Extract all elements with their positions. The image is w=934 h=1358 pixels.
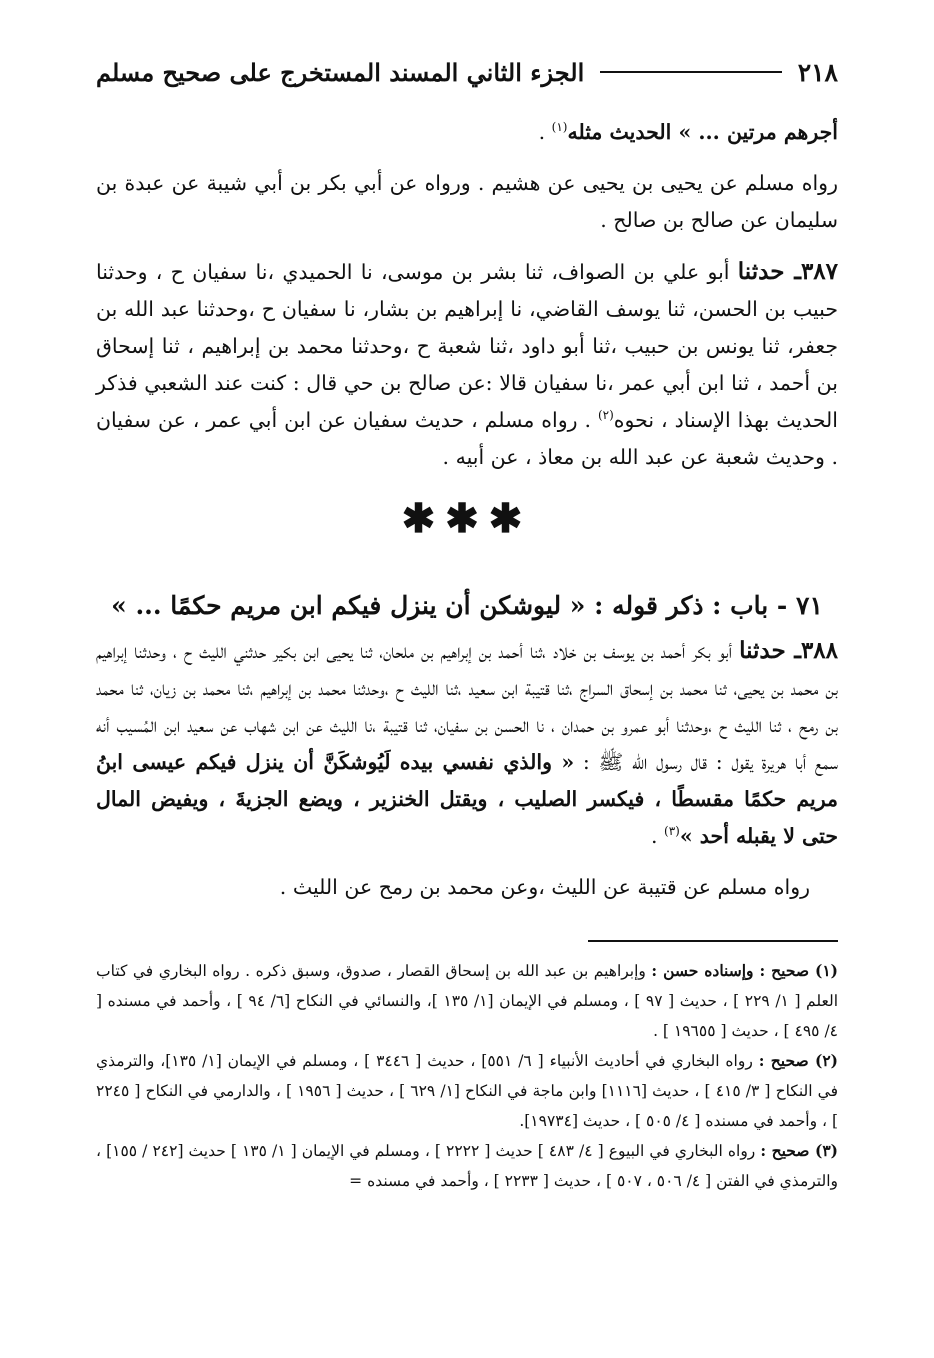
footnote-rule	[588, 940, 838, 942]
hadith-387	[96, 253, 838, 476]
hadith-388-matn: « والذي نفسي بيده لَيُوشكَنَّ أن ينزل فيكم عيسى ابنُ مريم حكمًا مقسطًا ، فيكسر الصليب ، ويقتل الخنزير ، ويضع الجزيةَ ، ويفيض المال حتى لا يقبله أحد »	[96, 750, 838, 848]
footnote-ref-3: (٣)	[664, 824, 680, 839]
footnote-2	[96, 1046, 838, 1136]
footnote-2-label: (٢) صحيح :	[758, 1051, 839, 1070]
hadith-387-number: ٣٨٧ـ حدثنا	[737, 258, 838, 285]
continuation-text: أجرهم مرتين ... » الحديث مثله	[567, 120, 838, 144]
page-number: ٢١٨	[797, 57, 838, 87]
paragraph-riwaya-388: رواه مسلم عن قتيبة عن الليث ،وعن محمد بن رمح عن الليث .	[279, 875, 810, 899]
footnote-3	[96, 1136, 838, 1196]
paragraph-continuation	[96, 114, 838, 151]
footnote-1	[96, 956, 838, 1046]
hadith-388-number: ٣٨٨ـ حدثنا	[739, 637, 838, 664]
paragraph-riwaya: رواه مسلم عن يحيى بن يحيى عن هشيم . ورواه عن أبي بكر بن أبي شيبة عن عبدة بن سليمان عن صالح بن صالح .	[96, 171, 838, 232]
page-header	[96, 52, 838, 92]
header-rule	[600, 71, 781, 73]
hadith-388-text: أبو بكر أحمد بن يوسف بن خلاد ،ثنا أحمد بن إبراهيم بن ملحان، ثنا يحيى ابن بكير حدثني الليث ح ، وحدثنا إبراهيم بن محمد بن يحيى، ثنا محمد بن إسحاق السراج ،ثنا قتيبة ابن سعيد ،ثنا الليث ح ،وحدثنا محمد بن إبراهيم ،ثنا محمد بن زيان، ثنا محمد بن رمح ، ثنا الليث ح ،وحدثنا أبو عمرو بن حمدان ، نا الحسن بن سفيان، ثنا قتيبة ،نا الليث عن ابن شهاب عن سعيد ابن المُسيب أنه سمع أبا هريرة يقول : قال رسول الله ﷺ :	[96, 639, 838, 774]
hadith-387-text: أبو علي بن الصواف، ثنا بشر بن موسى، نا الحميدي ،نا سفيان ح ، وحدثنا حبيب بن الحسن، ثنا يوسف القاضي، نا إبراهيم بن بشار، نا سفيان ح ،وحدثنا عبد الله بن جعفر، ثنا يونس بن حبيب ،ثنا أبو داود ،ثنا شعبة ح ،وحدثنا محمد بن إبراهيم ، ثنا إسحاق بن أحمد ، ثنا ابن أبي عمر ،نا سفيان قالا :عن صالح بن حي قال : كنت عند الشعبي فذكر الحديث بهذا الإسناد ، نحوه	[96, 260, 838, 432]
footnote-ref-1: (١)	[551, 120, 568, 135]
running-title: الجزء الثاني المسند المستخرج على صحيح مسلم	[96, 57, 585, 87]
hadith-388	[96, 632, 838, 855]
continuation-end: .	[538, 120, 552, 144]
hadith-388-end: .	[650, 824, 664, 848]
footnote-2-text: رواه البخاري في أحاديث الأنبياء [ ٦/ ٥٥١] ، حديث [ ٣٤٤٦ ] ، ومسلم في الإيمان [١/ ١٣٥]، والترمذي في النكاح [ ٣/ ٤١٥ ] ، حديث [١١١٦] وابن ماجة في النكاح [١/ ٦٢٩ ] ، حديث [ ١٩٥٦ ] ، والدارمي في النكاح [ ٢٢٤٥ ] ، وأحمد في مسنده [ ٤/ ٥٠٥ ] ، حديث [١٩٧٣٤].	[96, 1052, 838, 1130]
footnote-3-label: (٣) صحيح :	[760, 1141, 838, 1160]
footnote-1-label: (١) صحيح : وإسناده حسن :	[651, 961, 838, 980]
footnote-ref-2: (٢)	[597, 408, 614, 423]
footnote-3-text: رواه البخاري في البيوع [ ٤/ ٤٨٣ ] حديث [ ٢٢٢٢ ] ، ومسلم في الإيمان [ ١/ ١٣٥ ] حديث [٢٤٢ / ١٥٥] ، والترمذي في الفتن [ ٤/ ٥٠٦ ، ٥٠٧ ] ، حديث [ ٢٢٣٣ ] ، وأحمد في مسنده =	[96, 1142, 838, 1190]
section-divider-stars: ✱✱✱	[401, 495, 533, 542]
hadith-387-end: . رواه مسلم ، حديث سفيان عن ابن أبي عمر ، عن سفيان . وحديث شعبة عن عبد الله بن معاذ ، عن أبيه .	[96, 408, 838, 469]
footnotes	[96, 956, 838, 1196]
footnote-1-text: وإبراهيم بن عبد الله بن إسحاق القصار ، صدوق، وسبق ذكره . رواه البخاري في كتاب العلم [ ١/ ٢٢٩ ] ، حديث [ ٩٧ ] ، ومسلم في الإيمان [١/ ١٣٥ ]، والنسائي في النكاح [٦/ ٩٤ ] ، وأحمد في مسنده [ ٤/ ٤٩٥ ] ، حديث [ ١٩٦٥٥ ] .	[96, 962, 839, 1040]
chapter-heading: ٧١ - باب : ذكر قوله : « ليوشكن أن ينزل فيكم ابن مريم حكمًا ... »	[111, 591, 823, 620]
